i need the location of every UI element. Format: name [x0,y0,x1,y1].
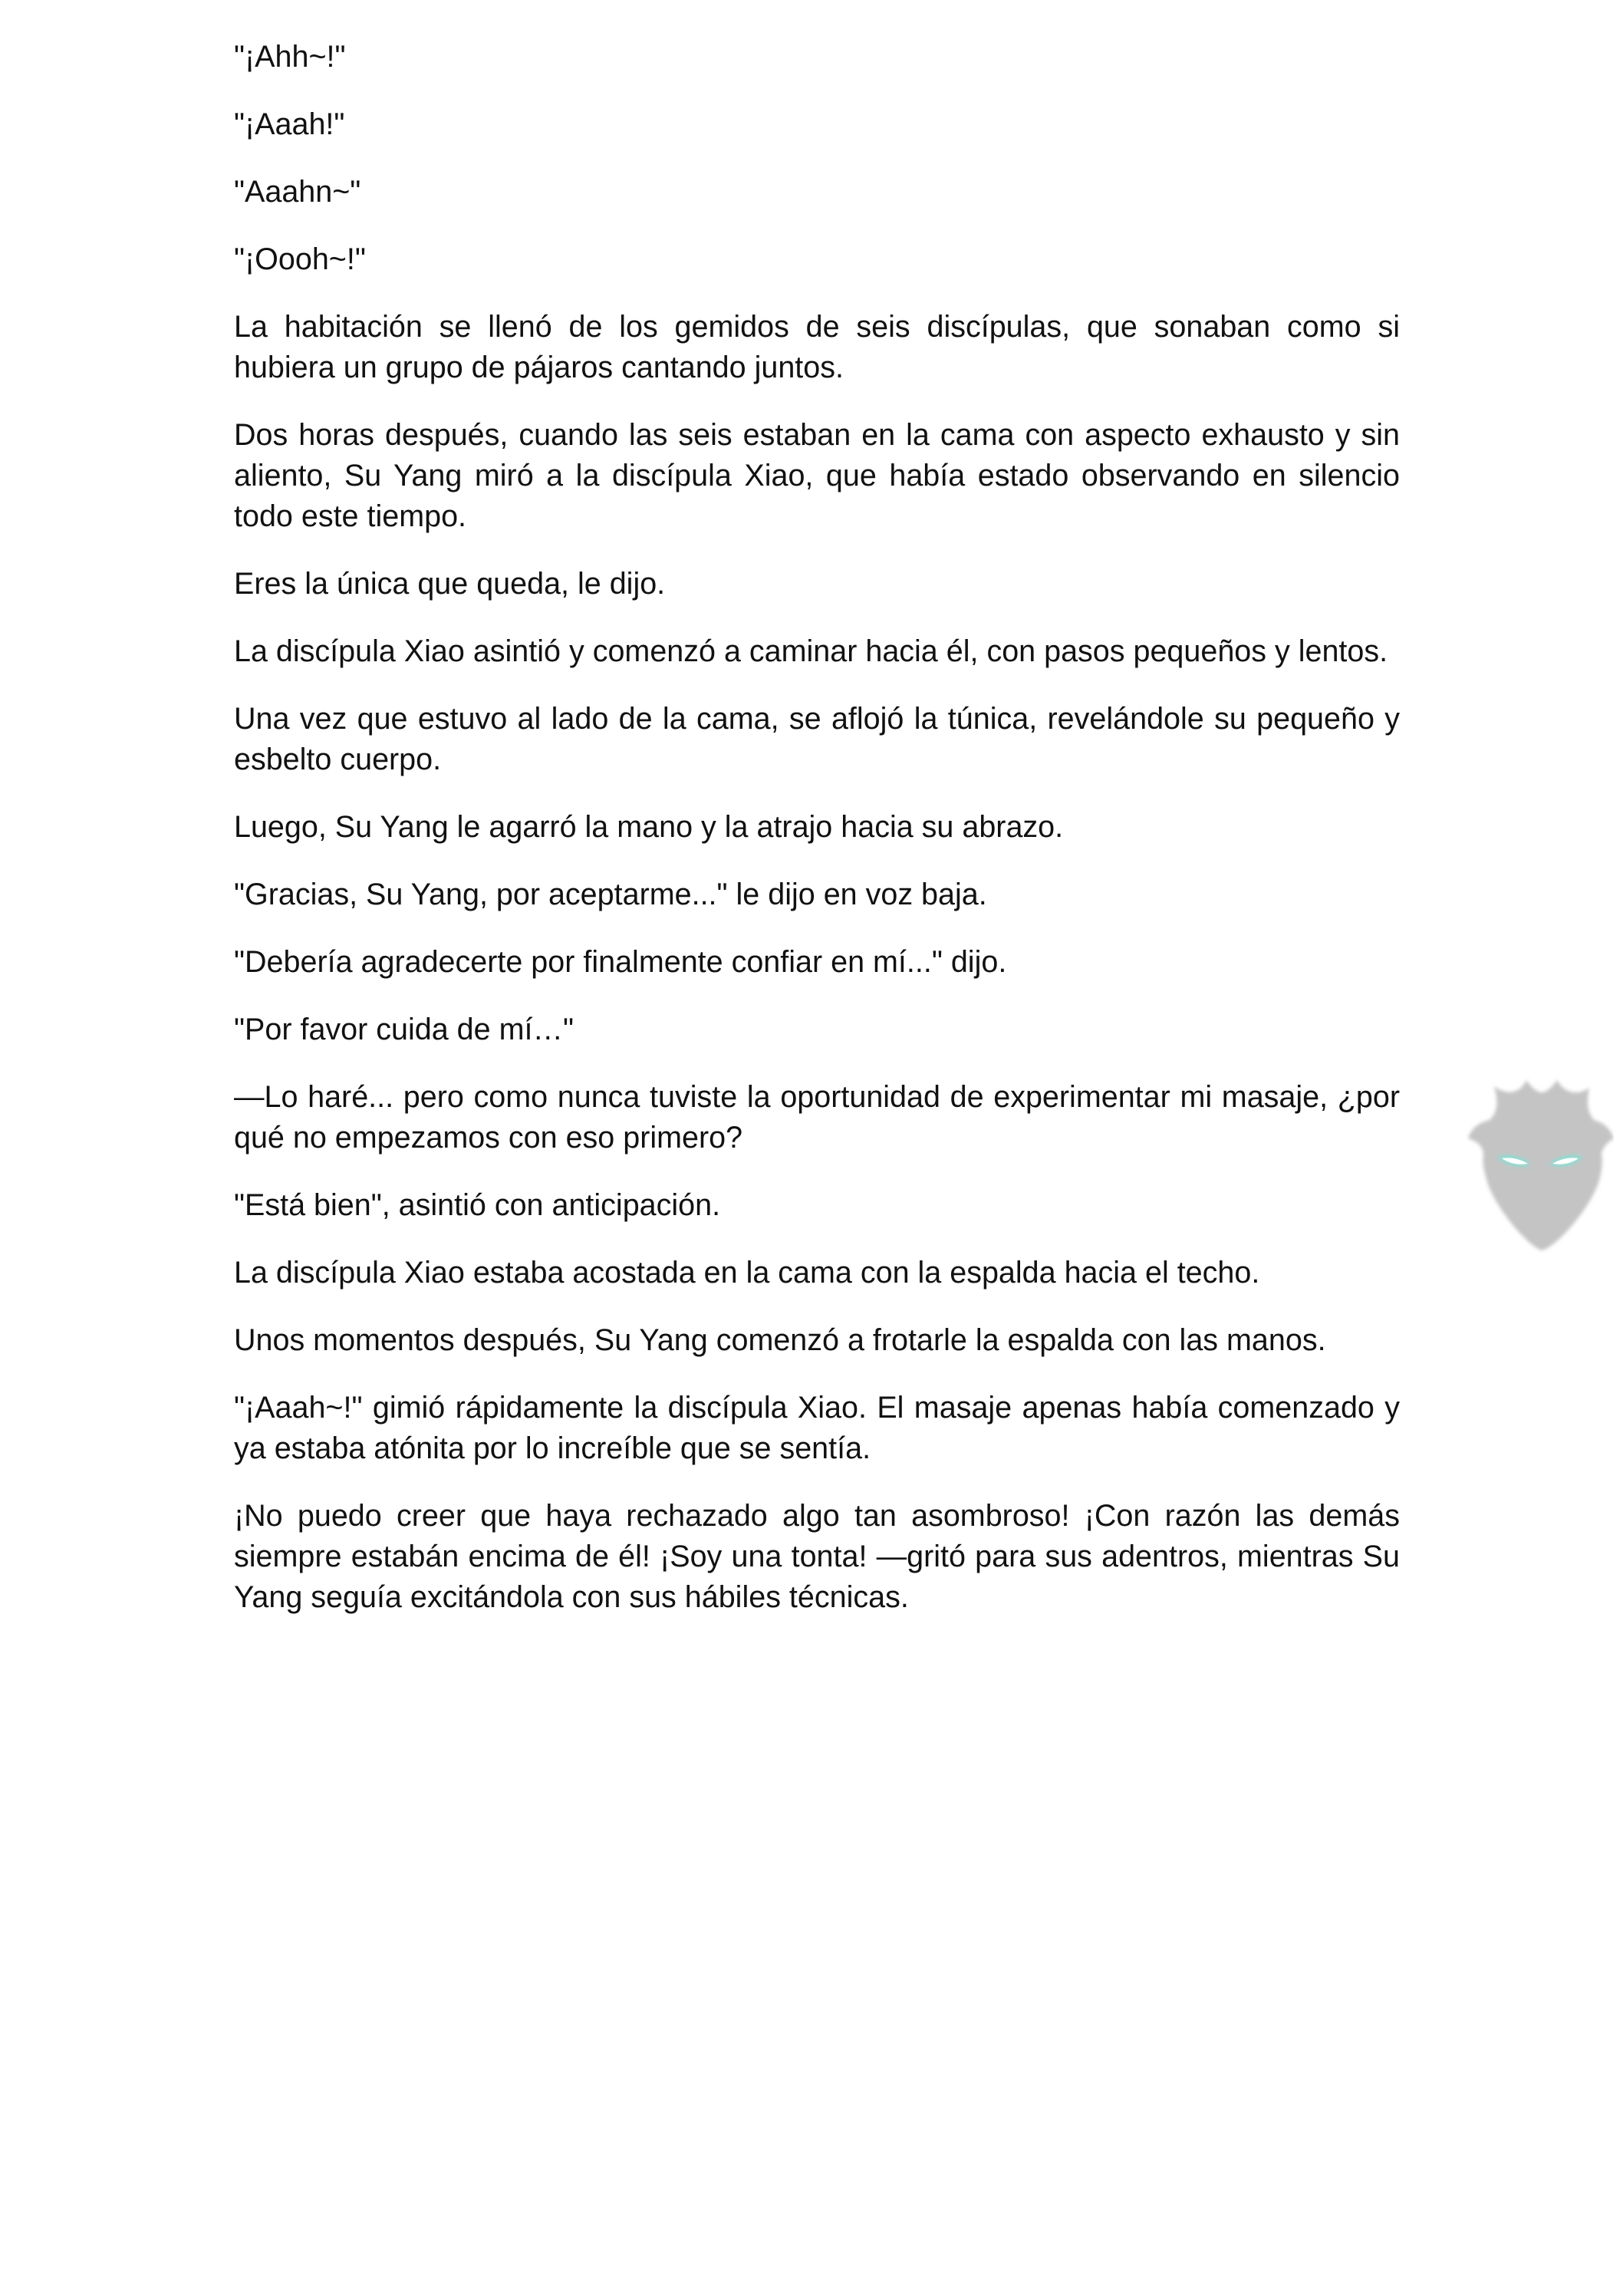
demon-head-graphic [1467,1072,1614,1253]
paragraph: Una vez que estuvo al lado de la cama, se aflojó la túnica, revelándole su pequeño y esbelto cuerpo. [234,702,1400,776]
paragraph: "¡Ahh~!" [234,40,346,74]
paragraph: Unos momentos después, Su Yang comenzó a frotarle la espalda con las manos. [234,1323,1326,1357]
paragraph: "Debería agradecerte por finalmente confiar en mí..." dijo. [234,945,1007,979]
paragraph: —Lo haré... pero como nunca tuviste la oportunidad de experimentar mi masaje, ¿por qué no empezamos con eso primero? [234,1080,1400,1155]
paragraph: Eres la única que queda, le dijo. [234,567,666,601]
paragraph: "¡Aaah!" [234,107,345,141]
paragraph: "¡Aaah~!" gimió rápidamente la discípula Xiao. El masaje apenas había comenzado y ya estaba atónita por lo increíble que se sentía. [234,1391,1400,1465]
paragraph: La discípula Xiao asintió y comenzó a caminar hacia él, con pasos pequeños y lentos. [234,634,1388,668]
paragraph: Dos horas después, cuando las seis estaban en la cama con aspecto exhausto y sin aliento, Su Yang miró a la discípula Xiao, que había estado observando en silencio todo este tiempo. [234,418,1400,533]
paragraph: "Gracias, Su Yang, por aceptarme..." le dijo en voz baja. [234,878,987,911]
paragraph: La discípula Xiao estaba acostada en la cama con la espalda hacia el techo. [234,1256,1260,1290]
paragraph: "¡Oooh~!" [234,242,366,276]
paragraph: ¡No puedo creer que haya rechazado algo tan asombroso! ¡Con razón las demás siempre estabán encima de él! ¡Soy una tonta! —gritó para sus adentros, mientras Su Yang seguía excitándola con sus hábiles técnicas. [234,1499,1400,1614]
paragraph: Luego, Su Yang le agarró la mano y la atrajo hacia su abrazo. [234,810,1064,844]
paragraph: La habitación se llenó de los gemidos de seis discípulas, que sonaban como si hubiera un grupo de pájaros cantando juntos. [234,310,1400,384]
document-page [234,37,1400,1645]
paragraph: "Está bien", asintió con anticipación. [234,1188,721,1222]
paragraph: "Aaahn~" [234,175,361,209]
paragraph: "Por favor cuida de mí…" [234,1013,574,1046]
demon-head-icon [1467,1072,1614,1253]
